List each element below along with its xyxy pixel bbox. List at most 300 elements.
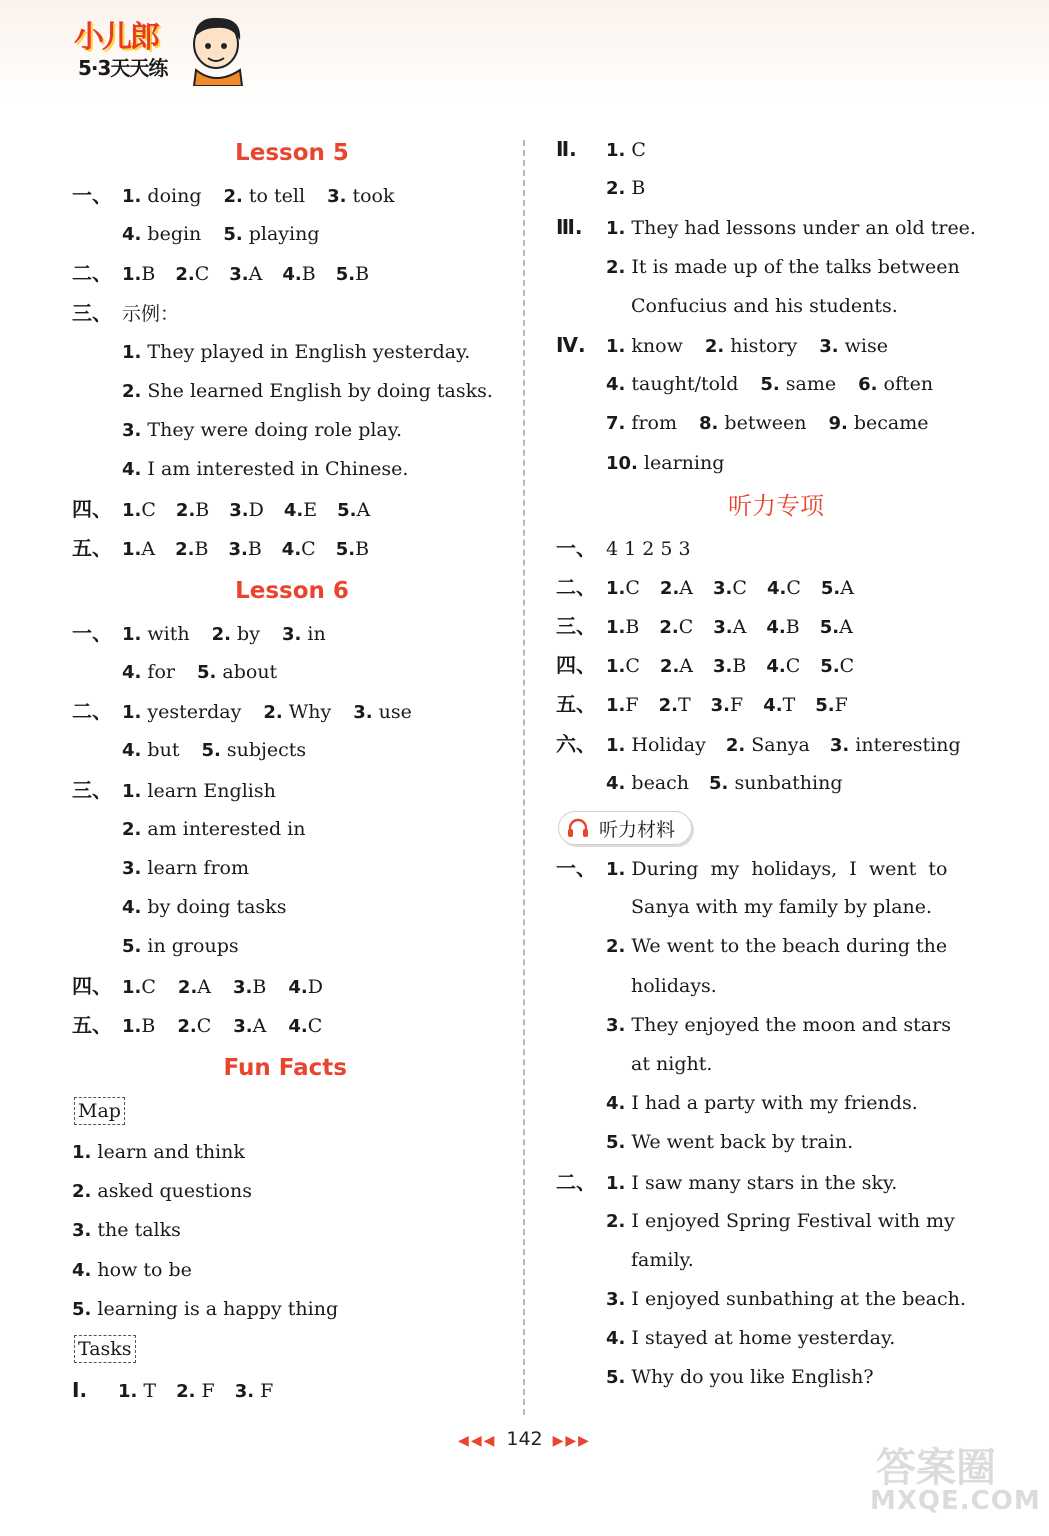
lesson5-s2: 二、 1.B 2.C 3.A 4.B 5.B [72, 254, 512, 293]
answer-item [288, 976, 323, 998]
item-number: 4. [288, 976, 308, 998]
list-item [72, 333, 512, 372]
list-item [72, 1211, 512, 1250]
answer-item [282, 623, 326, 645]
item-number: 5. [335, 264, 356, 286]
answer-item [176, 1380, 215, 1402]
item-number: 1. [122, 623, 142, 645]
answer-item [606, 694, 639, 716]
answer-item [606, 616, 639, 638]
right-column [556, 130, 996, 1398]
lesson6-s1-row1: 一、 1. with 2. by 3. in [72, 614, 512, 653]
item-number: 8. [699, 413, 719, 435]
item-answer: B [247, 537, 262, 560]
item-number: 1. [122, 1015, 142, 1037]
answer-item [224, 185, 306, 207]
item-answer: Why [282, 701, 332, 724]
answer-item [606, 452, 724, 474]
tasks-iii-row2 [556, 248, 996, 287]
answer-item [233, 1015, 266, 1037]
lesson5-title: Lesson 5 [235, 140, 349, 166]
item-answer: They had lessons under an old tree. [625, 217, 976, 240]
item-text: We went back by train. [625, 1131, 854, 1154]
item-number: 1. [122, 976, 142, 998]
item-answer: C [732, 576, 747, 599]
answer-item [284, 499, 317, 521]
item-answer: F [254, 1379, 274, 1402]
item-number: 4. [283, 499, 304, 521]
listening-s6-row1: 六、 1. Holiday 2. Sanya 3. interesting [556, 725, 996, 764]
answer-item [705, 335, 797, 357]
lesson5-s4: 四、 1.C 2.B 3.D 4.E 5.A [72, 490, 512, 529]
listening-s3: 三、 1.B 2.C 3.A 4.B 5.A [556, 607, 996, 646]
item-number: 4. [288, 1015, 308, 1037]
item-answer: E [303, 498, 318, 521]
item-answer: B [301, 263, 316, 286]
item-number: 2. [122, 380, 142, 402]
item-number: 1. [122, 264, 142, 286]
lesson5-s3-items [72, 333, 512, 490]
item-number: 2. [725, 734, 746, 756]
item-answer: sunbathing [728, 771, 843, 794]
item-answer: A [356, 498, 371, 521]
material-line [556, 1202, 996, 1241]
item-number: 2. [606, 256, 626, 278]
item-answer: It is made up of the talks between [625, 255, 960, 278]
pair [122, 976, 345, 998]
item-number: 4. [122, 224, 142, 246]
answer-item [336, 538, 369, 560]
answer-item [122, 499, 156, 521]
item-answer: to tell [242, 185, 306, 207]
item-number: 4. [766, 617, 786, 639]
item-number: 10. [606, 452, 638, 474]
listening-s1: 一、 4 1 2 5 3 [556, 535, 691, 560]
answer-item [606, 412, 677, 434]
item-number: 3. [606, 1289, 626, 1311]
prev-arrows-icon: ◀◀◀ [458, 1433, 497, 1449]
item-answer: C [625, 139, 646, 161]
item-text: They enjoyed the moon and stars [625, 1013, 951, 1036]
item-number: 4. [122, 459, 142, 481]
item-answer: use [372, 701, 412, 724]
section-mark: 一、 [556, 856, 596, 880]
item-answer: B [141, 263, 156, 286]
answer-item [606, 655, 640, 677]
item-text: I had a party with my friends. [625, 1092, 918, 1115]
item-answer: D [307, 975, 323, 998]
item-answer: C [625, 576, 640, 599]
item-number: 3. [233, 976, 253, 998]
watermark-text: MXQE.COM [870, 1486, 1041, 1516]
item-answer: A [141, 537, 156, 560]
pair [122, 263, 389, 285]
answer-item [336, 263, 369, 285]
item-number: 2. [177, 1015, 197, 1037]
item-number: 5. [72, 1298, 92, 1320]
item-answer: how to be [91, 1258, 192, 1281]
item-answer: A [839, 616, 853, 639]
item-answer: B [195, 498, 210, 521]
material-line [556, 1123, 996, 1162]
item-answer: with [141, 622, 190, 645]
tasks-iii-row2-cont: Confucius and his students. [631, 294, 898, 317]
item-text: I saw many stars in the sky. [625, 1171, 898, 1194]
item-text: During my holidays, I went to [625, 858, 948, 880]
answer-item [766, 616, 799, 638]
item-number: 2. [659, 617, 679, 639]
item-text: I enjoyed sunbathing at the beach. [625, 1288, 966, 1311]
item-number: 5. [606, 1367, 626, 1389]
list-item [72, 927, 512, 966]
item-answer: playing [242, 223, 320, 246]
item-number: 5. [122, 936, 142, 958]
list-item [72, 849, 512, 888]
item-number: 3. [72, 1220, 92, 1242]
answer-item [122, 976, 156, 998]
answer-item [233, 976, 266, 998]
answer-item [713, 616, 746, 638]
lesson6-s3-first: 三、 1. learn English [72, 777, 276, 802]
item-number: 3. [713, 577, 733, 599]
pair [122, 185, 417, 207]
pair [606, 139, 646, 161]
item-answer: learn from [141, 857, 249, 879]
item-text: I stayed at home yesterday. [625, 1327, 896, 1350]
tasks-label: Tasks [74, 1335, 136, 1363]
answer-item [606, 335, 683, 357]
answer-item [282, 263, 315, 285]
item-number: 5. [820, 577, 841, 599]
list-item [72, 810, 512, 849]
lesson5-s3-label: 三、 示例： [72, 300, 180, 325]
item-number: 3. [710, 695, 730, 717]
item-answer: T [677, 694, 691, 717]
item-text: We went to the beach during the [625, 935, 948, 958]
list-item [72, 1172, 512, 1211]
pair [122, 499, 390, 521]
item-number: 5. [201, 740, 221, 762]
item-answer: B [355, 263, 370, 286]
item-number: 3. [829, 734, 850, 756]
item-answer: C [307, 1014, 323, 1037]
item-text: Why do you like English? [625, 1366, 874, 1389]
material-line [556, 849, 996, 888]
item-number: 4. [766, 577, 787, 599]
answer-item [122, 623, 190, 645]
column-divider [523, 140, 525, 1415]
item-number: 3. [713, 656, 733, 678]
item-answer: D [248, 498, 264, 521]
item-answer: C [194, 263, 210, 286]
lesson6-s4: 四、 1.C 2.A 3.B 4.D [72, 967, 512, 1006]
answer-item [229, 263, 262, 285]
answer-item [122, 661, 175, 683]
item-number: 4. [606, 374, 626, 396]
item-answer: C [196, 1014, 212, 1037]
item-answer: history [724, 334, 798, 357]
material-line [556, 927, 996, 966]
item-answer: B [785, 616, 800, 639]
answer-item [711, 694, 744, 716]
item-answer: but [141, 739, 180, 762]
item-answer: am interested in [141, 817, 306, 840]
item-number: 1. [606, 656, 626, 678]
section-mark: 二、 [556, 1169, 596, 1194]
pair [606, 655, 874, 677]
item-number: 2. [223, 186, 243, 207]
item-number: 4. [122, 662, 142, 684]
answer-item [659, 616, 693, 638]
answer-item [606, 734, 706, 756]
answer-item [659, 694, 691, 716]
item-answer: in groups [141, 935, 239, 958]
item-number: 3. [122, 420, 142, 442]
answer-item [821, 577, 854, 599]
fun-facts-title: Fun Facts [223, 1054, 347, 1081]
pair [122, 780, 276, 802]
list-item [72, 888, 512, 927]
left-column [72, 130, 512, 1410]
page-number: 142 [506, 1428, 543, 1450]
material-line-cont: Sanya with my family by plane. [631, 896, 933, 919]
material-line [556, 1358, 996, 1397]
item-answer: C [625, 655, 640, 678]
answer-item [288, 1015, 322, 1037]
item-number: 1. [606, 734, 626, 756]
item-number: 3. [819, 335, 839, 357]
item-answer: A [732, 616, 747, 639]
item-number: 4. [122, 740, 142, 762]
answer-item [122, 1015, 155, 1037]
item-answer: yesterday [141, 701, 242, 724]
item-answer: B [625, 616, 640, 639]
item-number: 4. [606, 772, 626, 794]
list-item [72, 411, 512, 450]
item-number: 5. [709, 772, 729, 794]
item-answer: beach [625, 771, 690, 794]
item-number: 1. [606, 859, 626, 880]
item-answer: B [194, 537, 209, 560]
item-answer: B [355, 537, 370, 560]
tasks-iii-row1: Ⅲ. 1. They had lessons under an old tree. [556, 215, 976, 240]
item-number: 9. [828, 413, 848, 435]
pair [606, 412, 951, 434]
list-item [72, 450, 512, 489]
listening-material-tag [558, 811, 692, 845]
item-number: 1. [122, 341, 142, 363]
pair [606, 177, 645, 199]
item-answer: learning [637, 451, 725, 474]
item-number: 5. [606, 1132, 626, 1154]
tasks-i-row: Ⅰ. 1. T 2. F 3. F [72, 1371, 512, 1410]
item-text: I enjoyed Spring Festival with my [625, 1209, 955, 1232]
item-number: 2. [175, 264, 195, 286]
material-line [556, 1006, 996, 1045]
item-number: 5. [196, 662, 217, 684]
item-answer: interesting [849, 733, 961, 756]
item-number: 5. [337, 499, 357, 521]
item-answer: They played in English yesterday. [141, 340, 471, 363]
answer-item [606, 577, 640, 599]
list-item [72, 1251, 512, 1290]
pair [122, 538, 389, 560]
answer-item [201, 739, 306, 761]
listening-title: 听力专项 [728, 491, 824, 520]
answer-item [763, 694, 795, 716]
answer-item [175, 538, 208, 560]
lesson6-s1-row2 [72, 653, 512, 692]
pair [122, 1015, 344, 1037]
material-line-cont: at night. [631, 1052, 713, 1075]
pair [606, 217, 976, 239]
pair [606, 734, 981, 756]
list-item [72, 1133, 512, 1172]
pair [606, 335, 910, 357]
item-answer: I am interested in Chinese. [141, 458, 409, 481]
answer-item [766, 655, 800, 677]
listening-s6-row2 [556, 764, 996, 803]
map-label: Map [74, 1097, 125, 1125]
tasks-ii-row1: Ⅱ. 1. C [556, 137, 646, 161]
item-number: 3. [713, 617, 733, 639]
item-answer: C [301, 537, 316, 560]
item-answer: F [834, 694, 848, 717]
answer-item [235, 1380, 274, 1402]
pair [122, 623, 348, 645]
item-number: 4. [606, 1093, 626, 1115]
pair [122, 701, 434, 723]
item-answer: about [216, 661, 278, 684]
listening-s4: 四、 1.C 2.A 3.B 4.C 5.C [556, 646, 996, 685]
item-number: 2. [122, 818, 142, 840]
item-number: 4. [122, 897, 142, 919]
material-line [556, 1319, 996, 1358]
item-answer: asked questions [91, 1180, 252, 1203]
answer-item [229, 499, 264, 521]
material-s1 [556, 849, 996, 1163]
tasks-iv-row4 [556, 444, 996, 483]
item-answer: taught/told [625, 373, 739, 396]
item-answer: C [839, 655, 855, 678]
pair [122, 739, 328, 761]
item-number: 4. [766, 656, 786, 678]
answer-item [820, 616, 853, 638]
item-number: 2. [175, 538, 195, 560]
answer-item [263, 701, 331, 723]
item-answer: T [137, 1379, 157, 1402]
listening-material-label: 听力材料 [599, 818, 676, 841]
item-answer: A [840, 576, 854, 599]
item-number: 3. [228, 538, 248, 560]
answer-item [815, 694, 848, 716]
answer-item [660, 655, 693, 677]
answer-item [197, 661, 277, 683]
answer-item [699, 412, 806, 434]
item-answer: often [877, 373, 934, 396]
item-number: 1. [122, 780, 142, 802]
item-answer: know [625, 334, 683, 357]
item-number: 2. [704, 335, 725, 357]
item-number: 3. [234, 1380, 255, 1402]
headphones-icon [567, 818, 589, 838]
lesson5-s1-row2 [72, 215, 512, 254]
list-item [72, 372, 512, 411]
item-answer: C [678, 616, 694, 639]
answer-item [122, 223, 201, 245]
watermark-logo: 答案圈 [876, 1445, 996, 1491]
item-answer: A [252, 1014, 267, 1037]
item-answer: learn and think [91, 1140, 245, 1163]
material-line-cont: holidays. [631, 974, 717, 997]
item-answer: She learned English by doing tasks. [141, 379, 493, 402]
item-answer: F [625, 694, 639, 717]
answer-item [176, 499, 209, 521]
item-answer: for [141, 661, 175, 684]
item-number: 1. [122, 538, 142, 560]
answer-item [122, 185, 202, 207]
item-number: 1. [606, 577, 626, 599]
tasks-iv-row2 [556, 365, 996, 404]
answer-item [122, 263, 155, 285]
material-line [556, 1163, 996, 1202]
answer-item [122, 538, 155, 560]
item-number: 2. [176, 1380, 196, 1402]
map-box-row [72, 1091, 512, 1133]
answer-item [212, 623, 260, 645]
item-number: 3. [353, 702, 373, 724]
item-number: 1. [122, 702, 142, 724]
lesson5-s5: 五、 1.A 2.B 3.B 4.C 5.B [72, 529, 512, 568]
item-number: 1. [606, 140, 626, 161]
item-number: 3. [606, 1014, 626, 1036]
item-number: 2. [658, 695, 678, 717]
answer-item [228, 538, 261, 560]
answer-item [820, 655, 854, 677]
pair [606, 694, 868, 716]
pair [606, 616, 873, 638]
answer-item [122, 739, 179, 761]
item-answer: between [718, 412, 807, 435]
item-number: 2. [606, 1210, 626, 1232]
item-answer: F [730, 694, 744, 717]
tasks-box-row [72, 1329, 512, 1371]
item-number: 5. [760, 374, 780, 396]
item-number: 1. [72, 1141, 92, 1163]
listening-s2: 二、 1.C 2.A 3.C 4.C 5.A [556, 568, 996, 607]
item-answer: by doing tasks [141, 896, 287, 919]
tasks-iv-row3 [556, 404, 996, 443]
answer-item [175, 263, 209, 285]
pair [606, 256, 960, 278]
answer-item [118, 1380, 156, 1402]
item-number: 2. [659, 577, 680, 599]
item-answer: learn English [141, 779, 276, 802]
answer-item [767, 577, 801, 599]
answer-item [726, 734, 810, 756]
item-answer: in [301, 622, 326, 645]
tasks-iv-row1: Ⅳ. 1. know 2. history 3. wise [556, 326, 996, 365]
item-number: 4. [763, 695, 783, 717]
list-item [72, 1290, 512, 1329]
material-s2 [556, 1163, 996, 1398]
item-number: 4. [72, 1259, 92, 1281]
item-answer: B [252, 975, 267, 998]
pair [118, 1380, 293, 1402]
answer-item [122, 701, 241, 723]
answer-item [606, 772, 689, 794]
item-answer: B [625, 177, 646, 200]
